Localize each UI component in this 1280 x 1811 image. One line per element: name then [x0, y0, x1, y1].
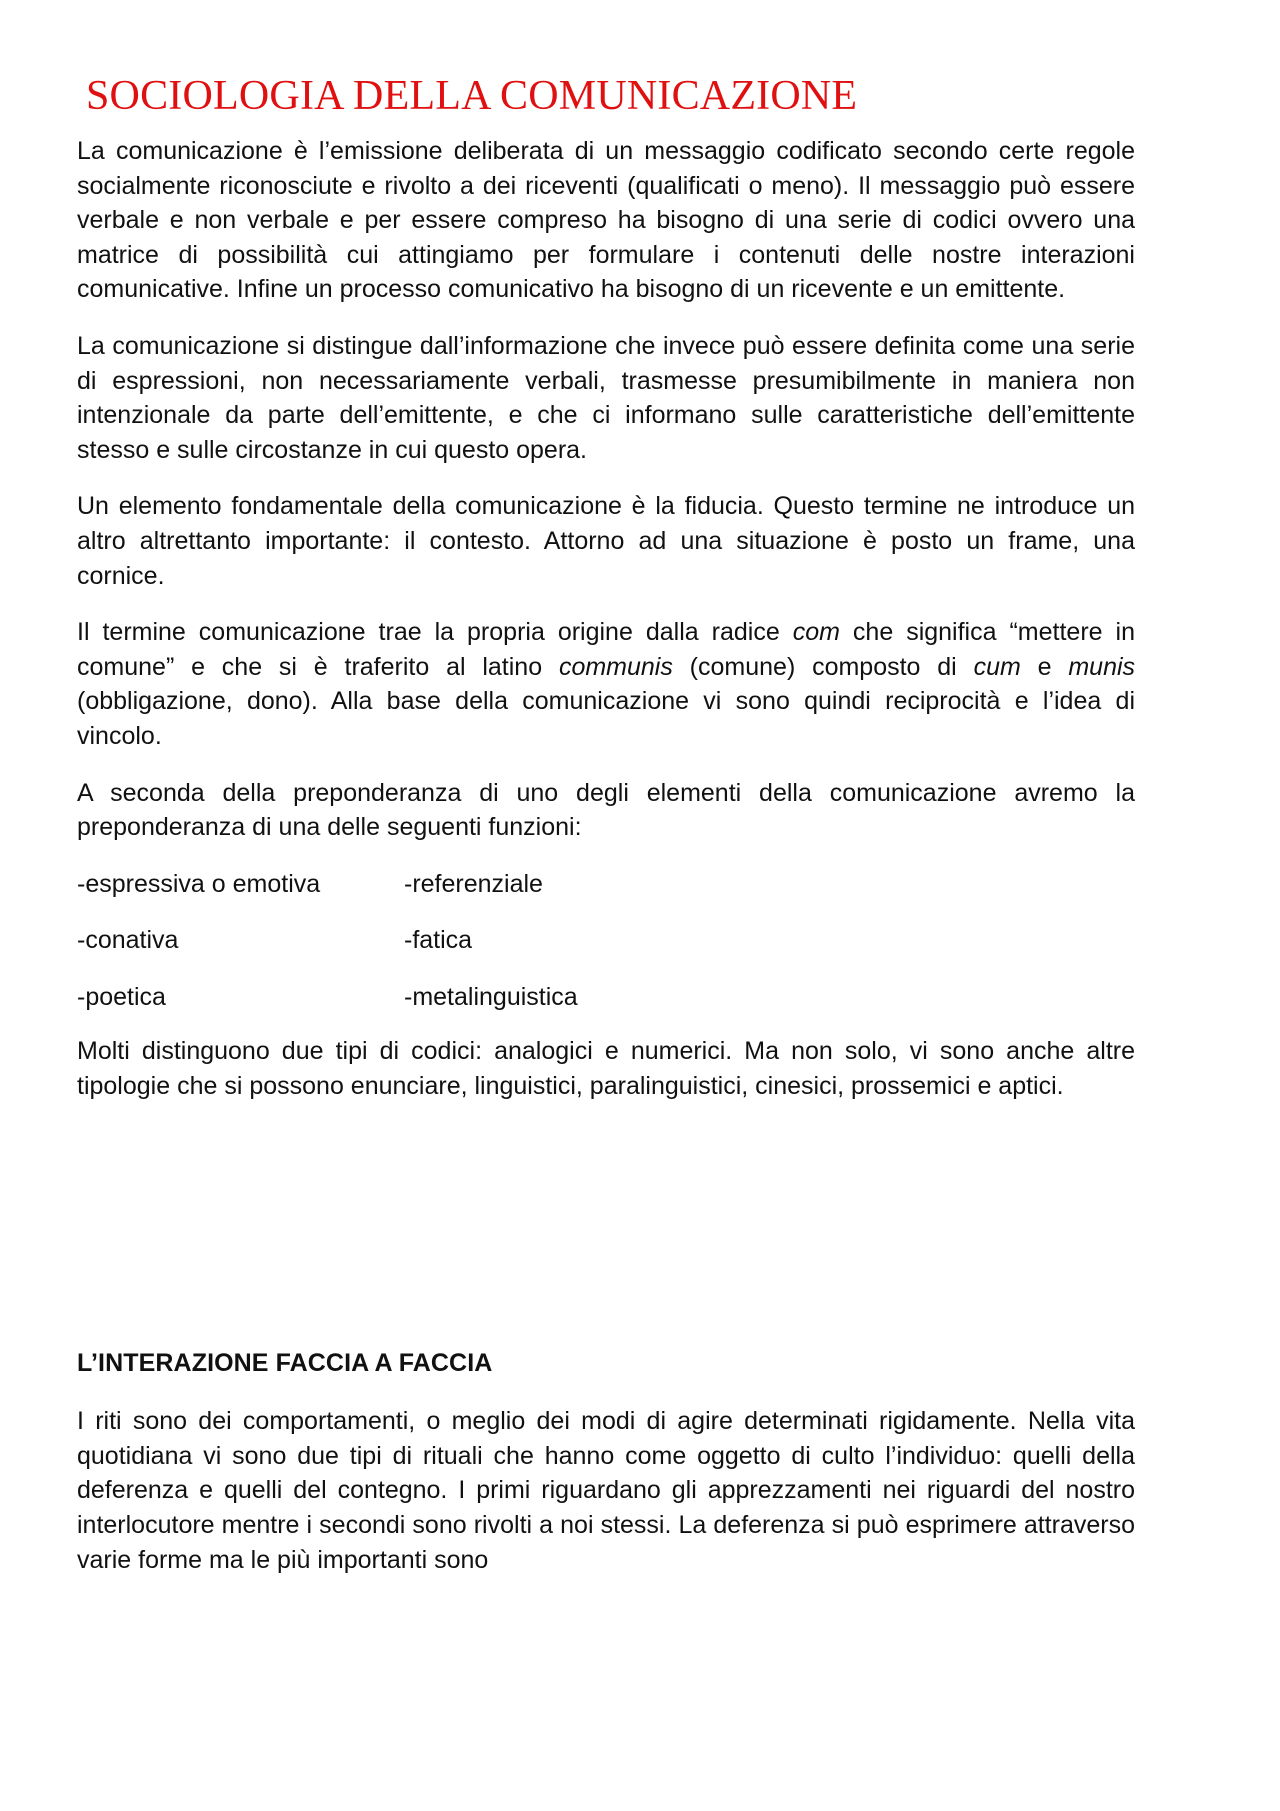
paragraph-codes: Molti distinguono due tipi di codici: analogici e numerici. Ma non solo, vi sono anche altre tipologie che si possono enunciare, linguistici, paralinguistici, cinesici, prossemici e aptici. — [77, 1037, 1135, 1101]
paragraph-definition: La comunicazione è l’emissione deliberata di un messaggio codificato secondo certe regole socialmente riconosciute e rivolto a dei riceventi (qualificati o meno). Il messaggio può essere verbale e non verbale e per essere compreso ha bisogno di una serie di codici ovvero una matrice di possibilità cui attingiamo per formulare i contenuti delle nostre interazioni comunicative. Infine un processo comunicativo ha bisogno di un ricevente e un emittente. — [77, 137, 1135, 304]
functions-row — [77, 867, 1135, 902]
function-item: -conativa — [77, 926, 179, 955]
paragraph-functions-intro: A seconda della preponderanza di uno degli elementi della comunicazione avremo la preponderanza di una delle seguenti funzioni: — [77, 778, 1135, 842]
paragraph-etymology — [77, 615, 1135, 753]
function-item: -referenziale — [404, 869, 543, 898]
document-title: SOCIOLOGIA DELLA COMUNICAZIONE — [86, 73, 858, 119]
etymology-text-2: che significa “mettere in comune” e che si è traferito al latino — [77, 618, 1135, 681]
functions-list — [77, 867, 1135, 1015]
etymology-term-communis: communis — [558, 652, 673, 681]
etymology-text-4: e — [1020, 652, 1069, 681]
etymology-term-com: com — [792, 618, 840, 647]
paragraph-rituals: I riti sono dei comportamenti, o meglio dei modi di agire determinati rigidamente. Nella vita quotidiana vi sono due tipi di rituali che hanno come oggetto di culto l’individuo: quelli della deferenza e quelli del contegno. I primi riguardano gli apprezzamenti nei riguardi del nostro interlocutore mentre i secondi sono rivolti a noi stessi. La deferenza si può esprimere attraverso varie forme ma le più importanti sono — [77, 1407, 1135, 1574]
paragraph-trust: Un elemento fondamentale della comunicazione è la fiducia. Questo termine ne introduce un altro altrettanto importante: il contesto. Attorno ad una situazione è posto un frame, una cornice. — [77, 492, 1135, 590]
etymology-text-5: (obbligazione, dono). Alla base della comunicazione vi sono quindi reciprocità e l’idea di vincolo. — [77, 687, 1135, 750]
etymology-text-3: (comune) composto di — [672, 652, 974, 681]
blank-space — [77, 1126, 1135, 1346]
paragraph-information: La comunicazione si distingue dall’informazione che invece può essere definita come una serie di espressioni, non necessariamente verbali, trasmesse presumibilmente in maniera non intenzionale da parte dell’emittente, e che ci informano sulle caratteristiche dell’emittente stesso e sulle circostanze in cui questo opera. — [77, 331, 1135, 464]
section-heading: L’INTERAZIONE FACCIA A FACCIA — [77, 1348, 493, 1377]
function-item: -metalinguistica — [404, 982, 578, 1011]
function-item: -espressiva o emotiva — [77, 869, 321, 898]
etymology-term-cum: cum — [973, 652, 1021, 681]
functions-row — [77, 980, 1135, 1015]
document-page — [77, 70, 1135, 1599]
function-item: -poetica — [77, 982, 166, 1011]
etymology-term-munis: munis — [1068, 652, 1136, 681]
etymology-text-1: Il termine comunicazione trae la propria origine dalla radice — [77, 618, 793, 647]
function-item: -fatica — [404, 926, 473, 955]
functions-row — [77, 923, 1135, 958]
